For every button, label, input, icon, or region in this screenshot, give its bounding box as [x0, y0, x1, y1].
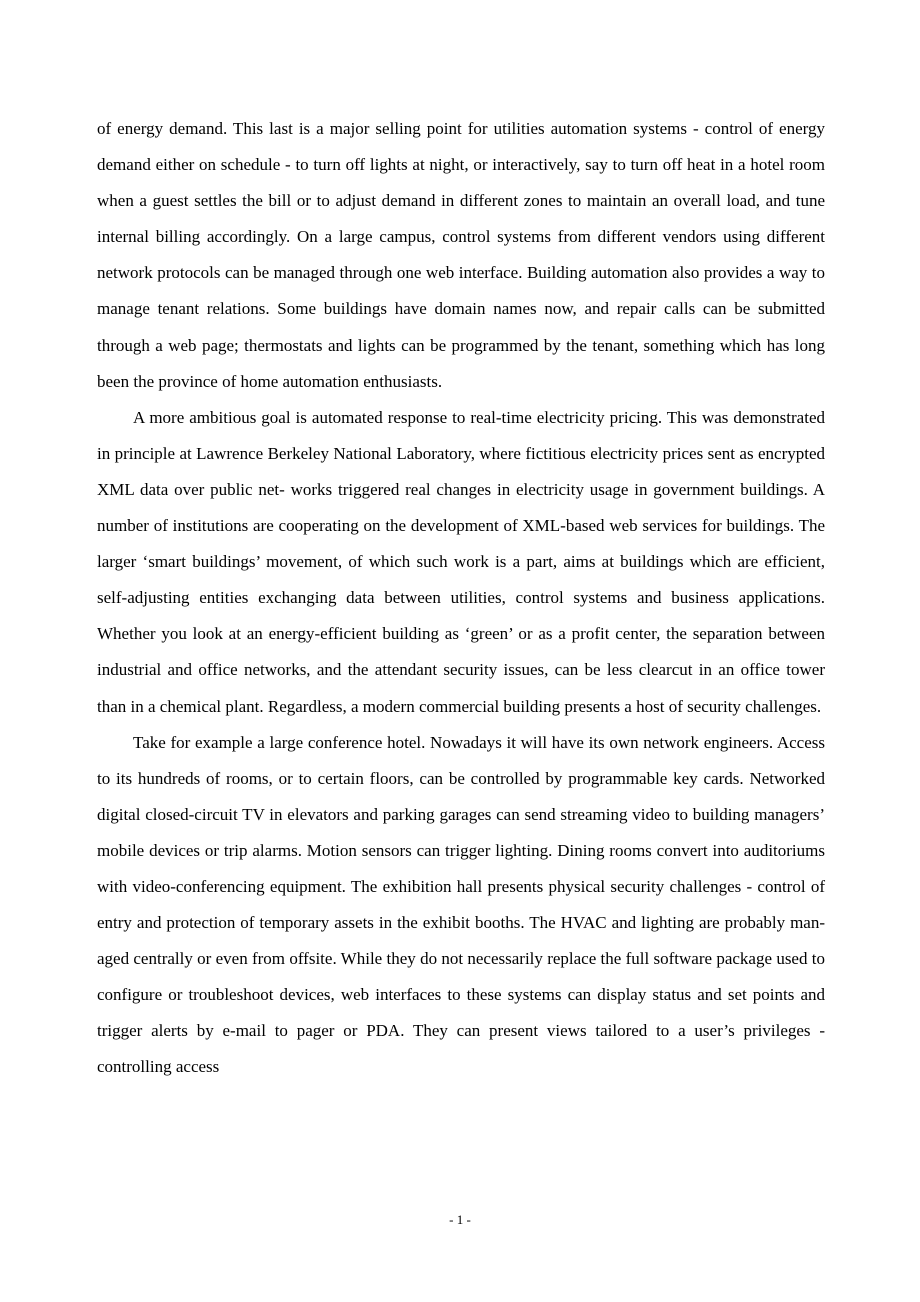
body-text — [97, 111, 825, 1086]
page-number: - 1 - — [449, 1212, 471, 1227]
paragraph: Take for example a large conference hotel. Nowadays it will have its own network engineers. Access to its hundreds of rooms, or to certain floors, can be controlled by programmable key cards. Networked digital closed-circuit TV in elevators and parking garages can send streaming video to building managers’ mobile devices or trip alarms. Motion sensors can trigger lighting. Dining rooms convert into auditoriums with video-conferencing equipment. The exhibition hall presents physical security challenges - control of entry and protection of temporary assets in the exhibit booths. The HVAC and lighting are probably man- aged centrally or even from offsite. While they do not necessarily replace the full software package used to configure or troubleshoot devices, web interfaces to these systems can display status and set points and trigger alerts by e-mail to pager or PDA. They can present views tailored to a user’s privileges - controlling access — [97, 732, 825, 1077]
paragraph: A more ambitious goal is automated response to real-time electricity pricing. This was demonstrated in principle at Lawrence Berkeley National Laboratory, where fictitious electricity prices sent as encrypted XML data over public net- works triggered real changes in electricity usage in government buildings. A number of institutions are cooperating on the development of XML-based web services for buildings. The larger ‘smart buildings’ movement, of which such work is a part, aims at buildings which are efficient, self-adjusting entities exchanging data between utilities, control systems and business applications. Whether you look at an energy-efficient building as ‘green’ or as a profit center, the separation between industrial and office networks, and the attendant security issues, can be less clearcut in an office tower than in a chemical plant. Regardless, a modern commercial building presents a host of security challenges. — [97, 407, 825, 716]
paragraph: of energy demand. This last is a major selling point for utilities automation systems - control of energy demand either on schedule - to turn off lights at night, or interactively, say to turn off heat in a hotel room when a guest settles the bill or to adjust demand in different zones to maintain an overall load, and tune internal billing accordingly. On a large campus, control systems from different vendors using different network protocols can be managed through one web interface. Building automation also provides a way to manage tenant relations. Some buildings have domain names now, and repair calls can be submitted through a web page; thermostats and lights can be programmed by the tenant, something which has long been the province of home automation enthusiasts. — [97, 119, 825, 391]
